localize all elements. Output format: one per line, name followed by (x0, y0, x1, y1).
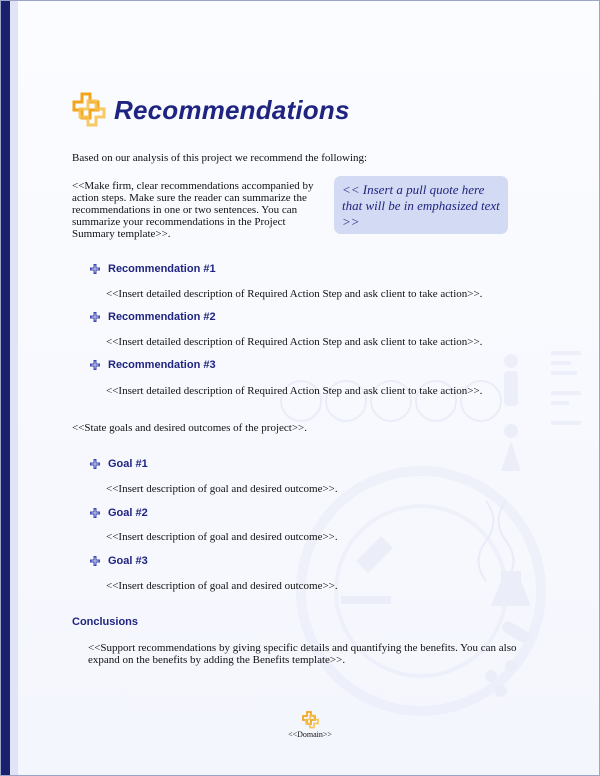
cross-bullet-icon (90, 556, 100, 566)
recommendation-heading-1 (90, 263, 216, 275)
goals-intro: <<State goals and desired outcomes of the project>>. (72, 422, 307, 434)
goal-title: Goal #3 (108, 555, 148, 567)
goal-heading-3 (90, 555, 148, 567)
recommendation-description: <<Insert detailed description of Required Action Step and ask client to take action>>. (106, 385, 483, 397)
title-row (70, 90, 350, 130)
goal-description: <<Insert description of goal and desired outcome>>. (106, 483, 338, 495)
medical-cross-logo-icon (70, 92, 106, 128)
recommendation-heading-3 (90, 359, 216, 371)
conclusions-text: <<Support recommendations by giving specific details and quantifying the benefits. You can also expand on the benefits by adding the Benefits template>>. (88, 642, 517, 666)
goal-title: Goal #1 (108, 458, 148, 470)
goal-description: <<Insert description of goal and desired outcome>>. (106, 531, 338, 543)
footer-domain: <<Domain>> (288, 730, 332, 739)
cross-bullet-icon (90, 508, 100, 518)
recommendation-heading-2 (90, 311, 216, 323)
goal-heading-1 (90, 458, 148, 470)
lead-paragraph: <<Make firm, clear recommendations accompanied by action steps. Make sure the reader can summarize the recommendations in one or two sentences. You can summarize your recommendations in the Project Summary template>>. (72, 180, 314, 240)
recommendation-title: Recommendation #1 (108, 263, 216, 275)
recommendation-description: <<Insert detailed description of Required Action Step and ask client to take action>>. (106, 336, 483, 348)
goal-title: Goal #2 (108, 507, 148, 519)
goal-description: <<Insert description of goal and desired outcome>>. (106, 580, 338, 592)
cross-bullet-icon (90, 360, 100, 370)
pull-quote: << Insert a pull quote here that will be in emphasized text >> (334, 176, 508, 234)
recommendation-title: Recommendation #2 (108, 311, 216, 323)
cross-bullet-icon (90, 312, 100, 322)
conclusions-heading: Conclusions (72, 616, 139, 628)
footer-logo-icon (301, 711, 319, 729)
intro-text: Based on our analysis of this project we recommend the following: (72, 152, 368, 164)
recommendation-description: <<Insert detailed description of Required Action Step and ask client to take action>>. (106, 288, 483, 300)
cross-bullet-icon (90, 459, 100, 469)
page-title: Recommendations (114, 94, 350, 125)
goal-heading-2 (90, 507, 148, 519)
recommendation-title: Recommendation #3 (108, 359, 216, 371)
cross-bullet-icon (90, 264, 100, 274)
